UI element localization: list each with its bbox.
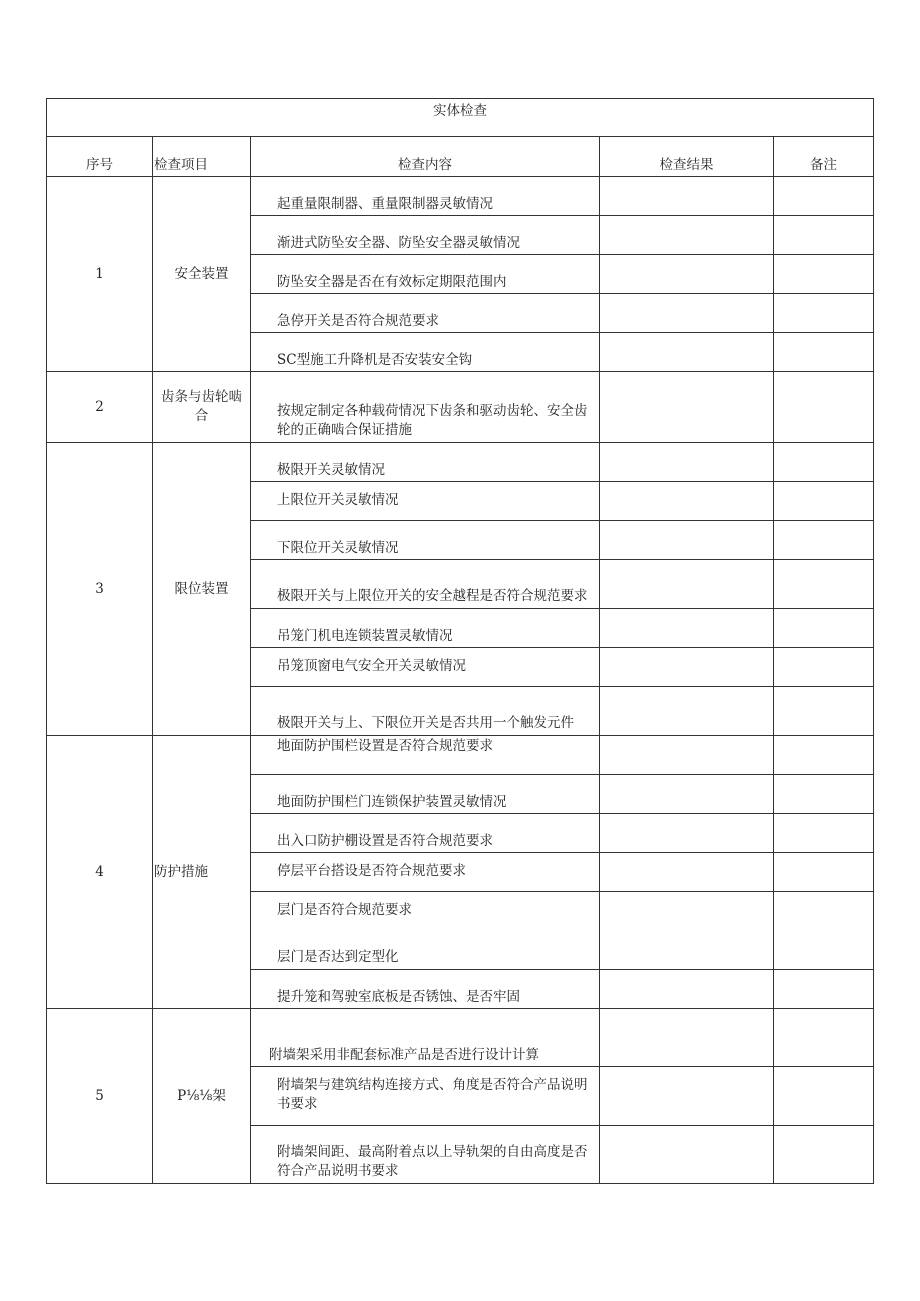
result-cell[interactable] — [600, 609, 774, 648]
check-content: 防坠安全器是否在有效标定期限范围内 — [251, 255, 600, 294]
result-cell[interactable] — [600, 216, 774, 255]
note-cell[interactable] — [774, 1126, 874, 1184]
check-content: 按规定制定各种载荷情况下齿条和驱动齿轮、安全齿轮的正确啮合保证措施 — [251, 372, 600, 443]
note-cell[interactable] — [774, 648, 874, 687]
note-cell[interactable] — [774, 294, 874, 333]
result-cell[interactable] — [600, 687, 774, 736]
group-seq: 3 — [47, 443, 153, 736]
check-content: 极限开关灵敏情况 — [251, 443, 600, 482]
group-name: 安全装置 — [153, 177, 251, 372]
note-cell[interactable] — [774, 560, 874, 609]
check-content: 提升笼和驾驶室底板是否锈蚀、是否牢固 — [251, 970, 600, 1009]
note-cell[interactable] — [774, 1067, 874, 1126]
check-content: SC型施工升降机是否安装安全钩 — [251, 333, 600, 372]
result-cell[interactable] — [600, 521, 774, 560]
result-cell[interactable] — [600, 255, 774, 294]
note-cell[interactable] — [774, 372, 874, 443]
check-content: 吊笼顶窗电气安全开关灵敏情况 — [251, 648, 600, 687]
table-title: 实体检查 — [47, 99, 874, 137]
group-seq: 5 — [47, 1009, 153, 1184]
result-cell[interactable] — [600, 443, 774, 482]
check-content: 地面防护围栏门连锁保护装置灵敏情况 — [251, 775, 600, 814]
check-content — [251, 892, 600, 970]
header-result: 检查结果 — [600, 137, 774, 177]
group-seq: 4 — [47, 736, 153, 1009]
check-content: 极限开关与上限位开关的安全越程是否符合规范要求 — [251, 560, 600, 609]
check-content: 附墙架间距、最高附着点以上导轨架的自由高度是否符合产品说明书要求 — [251, 1126, 600, 1184]
check-content: 下限位开关灵敏情况 — [251, 521, 600, 560]
note-cell[interactable] — [774, 255, 874, 294]
result-cell[interactable] — [600, 775, 774, 814]
note-cell[interactable] — [774, 1009, 874, 1067]
check-content: 地面防护围栏设置是否符合规范要求 — [251, 736, 600, 775]
result-cell[interactable] — [600, 482, 774, 521]
note-cell[interactable] — [774, 687, 874, 736]
check-content: 急停开关是否符合规范要求 — [251, 294, 600, 333]
result-cell[interactable] — [600, 372, 774, 443]
inspection-table — [46, 98, 874, 1184]
result-cell[interactable] — [600, 560, 774, 609]
note-cell[interactable] — [774, 814, 874, 853]
note-cell[interactable] — [774, 970, 874, 1009]
group-name: 防护措施 — [153, 736, 251, 1009]
note-cell[interactable] — [774, 609, 874, 648]
group-seq: 2 — [47, 372, 153, 443]
note-cell[interactable] — [774, 333, 874, 372]
result-cell[interactable] — [600, 814, 774, 853]
result-cell[interactable] — [600, 333, 774, 372]
note-cell[interactable] — [774, 521, 874, 560]
note-cell[interactable] — [774, 736, 874, 775]
check-content: 上限位开关灵敏情况 — [251, 482, 600, 521]
group-name: 齿条与齿轮啮合 — [153, 372, 251, 443]
group-name: P⅛⅛架 — [153, 1009, 251, 1184]
header-content: 检查内容 — [251, 137, 600, 177]
result-cell[interactable] — [600, 648, 774, 687]
check-content: 出入口防护棚设置是否符合规范要求 — [251, 814, 600, 853]
note-cell[interactable] — [774, 775, 874, 814]
check-content: 附墙架采用非配套标准产品是否进行设计计算 — [251, 1009, 600, 1067]
result-cell[interactable] — [600, 1126, 774, 1184]
result-cell[interactable] — [600, 970, 774, 1009]
note-cell[interactable] — [774, 216, 874, 255]
check-content: 吊笼门机电连锁装置灵敏情况 — [251, 609, 600, 648]
result-cell[interactable] — [600, 294, 774, 333]
check-content: 停层平台搭设是否符合规范要求 — [251, 853, 600, 892]
note-cell[interactable] — [774, 892, 874, 970]
result-cell[interactable] — [600, 736, 774, 775]
result-cell[interactable] — [600, 1009, 774, 1067]
note-cell[interactable] — [774, 853, 874, 892]
header-item: 检查项目 — [153, 137, 251, 177]
check-content-line: 层门是否符合规范要求 — [277, 902, 412, 918]
result-cell[interactable] — [600, 892, 774, 970]
check-content: 极限开关与上、下限位开关是否共用一个触发元件 — [251, 687, 600, 736]
header-seq: 序号 — [47, 137, 153, 177]
group-seq: 1 — [47, 177, 153, 372]
header-note: 备注 — [774, 137, 874, 177]
note-cell[interactable] — [774, 443, 874, 482]
result-cell[interactable] — [600, 1067, 774, 1126]
note-cell[interactable] — [774, 482, 874, 521]
check-content: 起重量限制器、重量限制器灵敏情况 — [251, 177, 600, 216]
check-content-line: 层门是否达到定型化 — [277, 949, 399, 965]
result-cell[interactable] — [600, 177, 774, 216]
check-content: 渐进式防坠安全器、防坠安全器灵敏情况 — [251, 216, 600, 255]
note-cell[interactable] — [774, 177, 874, 216]
check-content: 附墙架与建筑结构连接方式、角度是否符合产品说明书要求 — [251, 1067, 600, 1126]
group-name: 限位装置 — [153, 443, 251, 736]
result-cell[interactable] — [600, 853, 774, 892]
